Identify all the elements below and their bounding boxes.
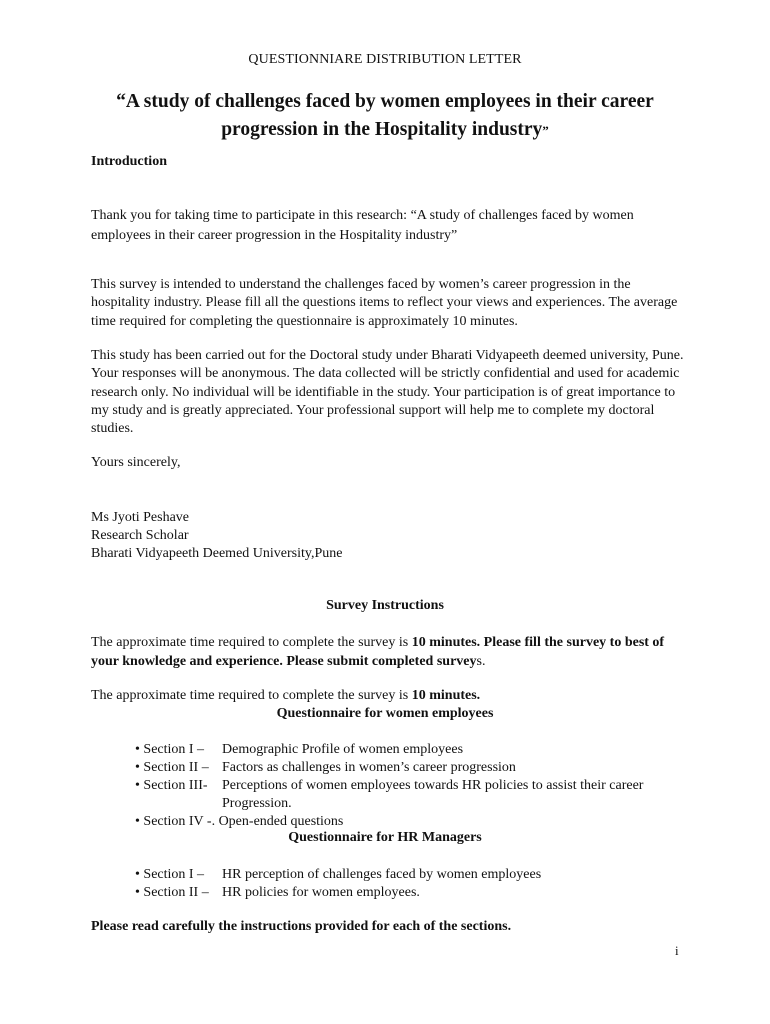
list-item [135, 759, 682, 777]
closing-salutation: Yours sincerely, [91, 455, 181, 470]
title-line-1: “A study of challenges faced by women employees in their career [116, 91, 654, 112]
para1-bold-text: 10 minutes. Please fill the survey to best of your knowledge and experience. Please submit completed survey [91, 635, 665, 669]
section-label: • Section III- [135, 778, 208, 793]
intro-paragraph-3: This study has been carried out for the Doctoral study under Bharati Vidyapeeth deemed university, Pune. Your responses will be anonymous. The data collected will be strictly confidential and used for academic research only. No individual will be identifiable in the study. Your participation is of great importance to my study and is greatly appreciated. Your professional support will help me to complete my doctoral studies. [91, 348, 684, 437]
intro-paragraph-1: Thank you for taking time to participate in this research: “A study of challenges faced by women employees in their career progression in the Hospitality industry” [91, 208, 634, 243]
introduction-heading: Introduction [91, 154, 167, 169]
para1-normal-text: The approximate time required to complete the survey is [91, 635, 412, 650]
section-label: • Section IV -. Open-ended questions [135, 814, 344, 829]
page-number: i [675, 943, 679, 958]
signature-role: Research Scholar [91, 528, 189, 543]
list-item [135, 866, 682, 884]
section-label: • Section I – [135, 742, 205, 757]
title-closing-quote: ” [542, 123, 549, 138]
title-line-2 [0, 116, 770, 145]
para2-normal-text: The approximate time required to complete the survey is [91, 688, 412, 703]
final-instruction-note: Please read carefully the instructions provided for each of the sections. [91, 919, 512, 934]
section-description: Perceptions of women employees towards HR policies to assist their career Progression. [222, 778, 644, 811]
signature-block [91, 509, 342, 563]
list-item [135, 813, 682, 831]
survey-instructions-heading: Survey Instructions [326, 598, 444, 613]
section-description: HR perception of challenges faced by women employees [222, 867, 542, 882]
list-item [135, 884, 682, 902]
list-item [135, 741, 682, 759]
intro-paragraph-2: This survey is intended to understand the challenges faced by women’s career progression in the hospitality industry. Please fill all the questions items to reflect your views and experiences. The average time required for completing the questionnaire is approximately 10 minutes. [91, 277, 678, 329]
signature-name: Ms Jyoti Peshave [91, 510, 189, 525]
para2-bold-text: 10 minutes. [411, 688, 481, 703]
para1-tail-text: s. [476, 654, 486, 669]
title-line-2-text: progression in the Hospitality industry [221, 119, 543, 140]
list-item [135, 777, 682, 813]
survey-instructions-para-2 [91, 687, 686, 705]
women-section-list [135, 741, 682, 831]
survey-instructions-para-1 [91, 633, 686, 671]
women-questionnaire-heading: Questionnaire for women employees [276, 706, 494, 721]
hr-section-list [135, 866, 682, 902]
section-label: • Section II – [135, 760, 209, 775]
section-description: Factors as challenges in women’s career progression [222, 760, 516, 775]
section-description: Demographic Profile of women employees [222, 742, 464, 757]
section-description: HR policies for women employees. [222, 885, 420, 900]
letter-header: QUESTIONNIARE DISTRIBUTION LETTER [248, 52, 522, 67]
hr-questionnaire-heading: Questionnaire for HR Managers [288, 830, 482, 845]
study-title [0, 88, 770, 145]
section-label: • Section I – [135, 867, 205, 882]
signature-institution: Bharati Vidyapeeth Deemed University,Pune [91, 546, 343, 561]
section-label: • Section II – [135, 885, 209, 900]
